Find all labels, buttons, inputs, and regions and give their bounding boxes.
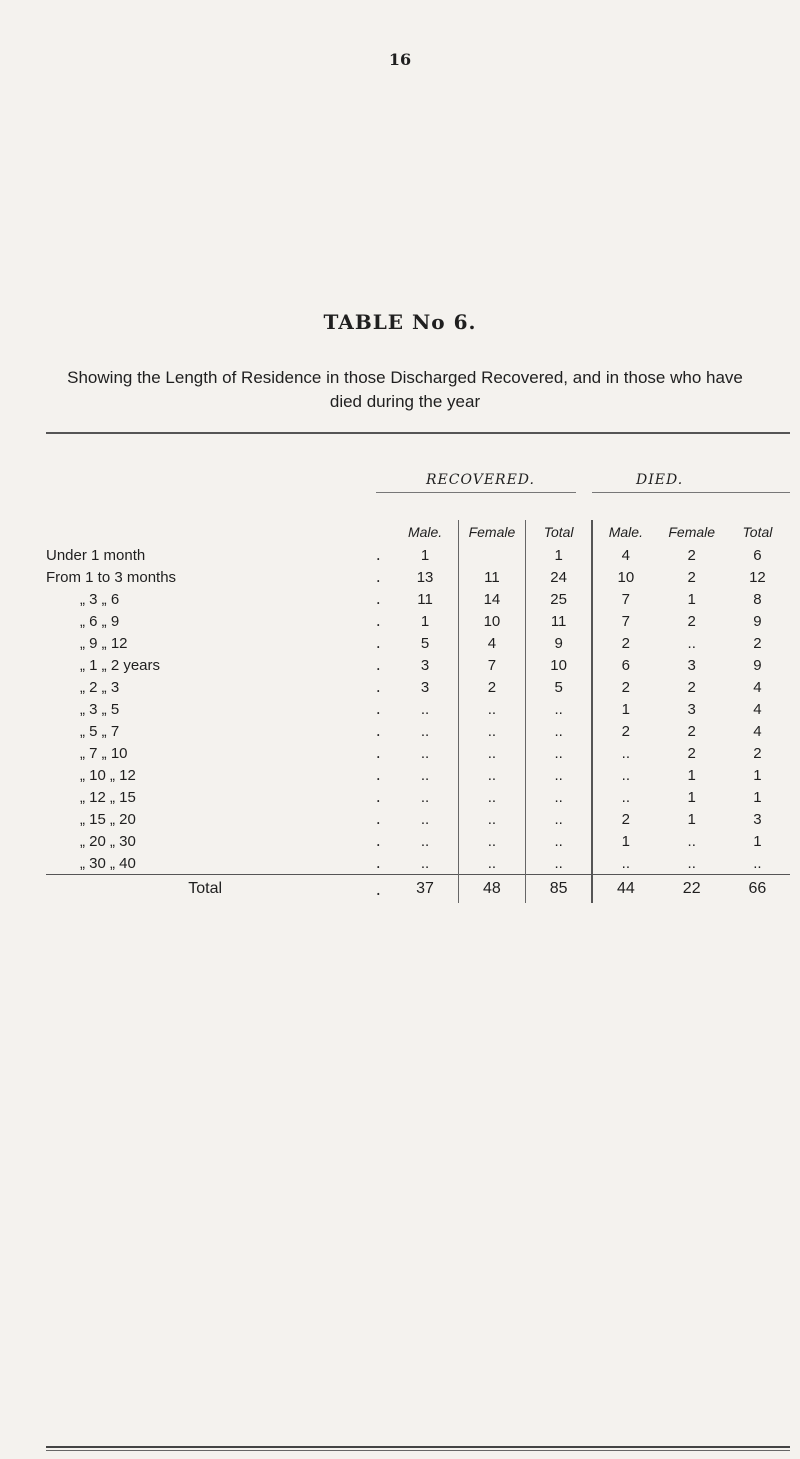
cell-died-total: 1 xyxy=(753,766,762,784)
cell-died-female: 2 xyxy=(687,678,696,696)
cell-recovered-female: .. xyxy=(458,830,525,852)
table-bottom-rule xyxy=(46,1446,790,1448)
table-row xyxy=(46,676,790,698)
cell-died-female: 3 xyxy=(687,656,696,674)
cell-recovered-female: .. xyxy=(458,786,525,808)
cell-died-total: 9 xyxy=(753,612,762,630)
cell-recovered-male: .. xyxy=(420,788,430,806)
died-group-rule xyxy=(592,492,790,493)
row-label: From 1 to 3 months xyxy=(46,568,177,586)
table-row xyxy=(46,764,790,786)
cell-died-male: 2 xyxy=(592,720,658,742)
cell-died-male: .. xyxy=(592,786,658,808)
table-row xyxy=(46,786,790,808)
row-label: Under 1 month xyxy=(46,546,146,564)
row-label: „ 12 „ 15 xyxy=(80,788,136,806)
died-group-heading: DIED. xyxy=(636,472,684,488)
cell-recovered-total: .. xyxy=(526,764,593,786)
cell-recovered-total: 25 xyxy=(526,588,593,610)
cell-died-total: .. xyxy=(753,854,762,872)
row-label: „ 3 „ 6 xyxy=(80,590,120,608)
cell-died-male: 44 xyxy=(592,875,658,904)
cell-died-male: 6 xyxy=(592,654,658,676)
table-row xyxy=(46,808,790,830)
cell-recovered-female: .. xyxy=(458,764,525,786)
cell-recovered-female: .. xyxy=(458,720,525,742)
row-label: „ 9 „ 12 xyxy=(80,634,128,652)
cell-died-female: 1 xyxy=(687,788,696,806)
row-label: „ 6 „ 9 xyxy=(80,612,120,630)
col-header-recovered-total: Total xyxy=(526,520,593,544)
cell-recovered-male: 13 xyxy=(416,568,434,586)
cell-recovered-male: .. xyxy=(420,744,430,762)
cell-recovered-male: .. xyxy=(420,810,430,828)
cell-died-female: 3 xyxy=(687,700,696,718)
cell-died-female: 2 xyxy=(687,612,696,630)
leader-dot: . xyxy=(375,700,381,718)
cell-died-total: 6 xyxy=(753,546,762,564)
cell-recovered-female xyxy=(458,544,525,566)
leader-dot: . xyxy=(375,612,381,630)
table-subtitle: Showing the Length of Residence in those Discharged Recovered, and in those who have died during the year xyxy=(67,368,743,411)
leader-dot: . xyxy=(375,832,381,850)
cell-died-female: 2 xyxy=(687,722,696,740)
leader-dot: . xyxy=(375,634,381,652)
col-header-recovered-male: Male. xyxy=(407,524,443,540)
leader-dot: . xyxy=(375,766,381,784)
cell-died-male: .. xyxy=(592,764,658,786)
table-row xyxy=(46,588,790,610)
leader-dot: . xyxy=(375,744,381,762)
cell-recovered-total: .. xyxy=(526,786,593,808)
table-title: TABLE No 6. xyxy=(323,310,477,334)
cell-died-male: 10 xyxy=(592,566,658,588)
cell-died-female: 1 xyxy=(687,810,696,828)
leader-dot: . xyxy=(375,810,381,828)
row-label: „ 5 „ 7 xyxy=(80,722,120,740)
label-header-cell xyxy=(46,520,364,544)
cell-recovered-female: 11 xyxy=(458,566,525,588)
cell-died-female: 1 xyxy=(687,766,696,784)
cell-recovered-total: 9 xyxy=(526,632,593,654)
cell-died-total: 4 xyxy=(753,678,762,696)
cell-recovered-male: 37 xyxy=(392,875,458,904)
leader-dot: . xyxy=(375,590,381,608)
cell-recovered-male: .. xyxy=(420,700,430,718)
table-row xyxy=(46,830,790,852)
row-label: „ 3 „ 5 xyxy=(80,700,120,718)
row-label: „ 20 „ 30 xyxy=(80,832,136,850)
table-row xyxy=(46,720,790,742)
cell-recovered-female: 4 xyxy=(458,632,525,654)
cell-recovered-total: .. xyxy=(526,808,593,830)
cell-recovered-male: .. xyxy=(420,832,430,850)
cell-recovered-male: .. xyxy=(420,766,430,784)
total-row xyxy=(46,875,790,904)
cell-died-male: 4 xyxy=(592,544,658,566)
row-label: „ 2 „ 3 xyxy=(80,678,120,696)
residence-table xyxy=(46,520,790,903)
table-row xyxy=(46,544,790,566)
cell-recovered-female: 10 xyxy=(458,610,525,632)
cell-died-female: .. xyxy=(687,854,696,872)
cell-recovered-male: 1 xyxy=(420,612,430,630)
cell-died-female: 2 xyxy=(687,744,696,762)
table-row xyxy=(46,654,790,676)
leader-dot: . xyxy=(375,568,381,586)
cell-recovered-total: 5 xyxy=(526,676,593,698)
row-label: „ 10 „ 12 xyxy=(80,766,136,784)
cell-died-female: .. xyxy=(687,832,696,850)
leader-dot: . xyxy=(375,854,381,872)
cell-died-total: 9 xyxy=(753,656,762,674)
recovered-group-rule xyxy=(376,492,576,493)
cell-died-total: 2 xyxy=(753,634,762,652)
leader-dot: . xyxy=(364,875,392,904)
cell-recovered-female: 48 xyxy=(458,875,525,904)
cell-recovered-female: .. xyxy=(458,852,525,875)
cell-died-total: 66 xyxy=(725,875,790,904)
cell-recovered-total: .. xyxy=(526,830,593,852)
cell-recovered-female: 14 xyxy=(458,588,525,610)
row-label: „ 1 „ 2 years xyxy=(80,656,161,674)
cell-died-male: 2 xyxy=(592,676,658,698)
cell-died-male: .. xyxy=(592,742,658,764)
cell-died-total: 8 xyxy=(753,590,762,608)
table-bottom-rule-thin xyxy=(46,1450,790,1451)
cell-recovered-male: .. xyxy=(420,854,430,872)
cell-recovered-male: 3 xyxy=(420,656,430,674)
cell-recovered-total: .. xyxy=(526,852,593,875)
cell-recovered-male: 11 xyxy=(417,590,433,608)
cell-died-male: 1 xyxy=(592,698,658,720)
leader-dot: . xyxy=(375,546,381,564)
row-label: „ 7 „ 10 xyxy=(80,744,128,762)
cell-died-total: 1 xyxy=(753,788,762,806)
cell-recovered-total: 11 xyxy=(526,610,593,632)
cell-died-female: 1 xyxy=(687,590,696,608)
cell-died-female: 2 xyxy=(687,546,696,564)
col-header-died-total: Total xyxy=(742,524,773,540)
cell-died-total: 12 xyxy=(749,568,766,586)
cell-recovered-male: 1 xyxy=(420,546,430,564)
cell-died-female: 22 xyxy=(659,875,725,904)
cell-died-male: 1 xyxy=(592,830,658,852)
cell-died-total: 4 xyxy=(753,700,762,718)
table-row xyxy=(46,610,790,632)
leader-dot: . xyxy=(375,788,381,806)
col-header-died-female: Female xyxy=(668,524,716,540)
cell-recovered-total: .. xyxy=(526,698,593,720)
cell-died-male: 2 xyxy=(592,632,658,654)
cell-recovered-total: 1 xyxy=(526,544,593,566)
leader-dot: . xyxy=(375,656,381,674)
cell-died-male: .. xyxy=(592,852,658,875)
leader-dot: . xyxy=(375,722,381,740)
row-label: „ 15 „ 20 xyxy=(80,810,136,828)
cell-recovered-total: 10 xyxy=(526,654,593,676)
page-number: 16 xyxy=(388,50,412,69)
leader-dot: . xyxy=(375,678,381,696)
cell-recovered-male: 3 xyxy=(420,678,430,696)
cell-died-total: 1 xyxy=(753,832,762,850)
cell-recovered-total: .. xyxy=(526,720,593,742)
cell-died-male: 7 xyxy=(592,588,658,610)
cell-recovered-female: .. xyxy=(458,742,525,764)
cell-recovered-female: 7 xyxy=(458,654,525,676)
total-label: Total xyxy=(46,875,364,904)
cell-recovered-male: .. xyxy=(420,722,430,740)
column-header-row xyxy=(46,520,790,544)
cell-died-female: 2 xyxy=(687,568,696,586)
cell-recovered-male: 5 xyxy=(420,634,430,652)
cell-recovered-total: .. xyxy=(526,742,593,764)
cell-died-total: 2 xyxy=(753,744,762,762)
cell-recovered-total: 24 xyxy=(526,566,593,588)
cell-recovered-female: 2 xyxy=(458,676,525,698)
cell-died-total: 3 xyxy=(753,810,762,828)
row-label: „ 30 „ 40 xyxy=(80,854,136,872)
table-row xyxy=(46,632,790,654)
dot-cell xyxy=(364,520,392,544)
cell-died-total: 4 xyxy=(753,722,762,740)
recovered-group-heading: RECOVERED. xyxy=(426,472,535,488)
cell-recovered-female: .. xyxy=(458,808,525,830)
cell-died-female: .. xyxy=(687,634,696,652)
cell-recovered-female: .. xyxy=(458,698,525,720)
table-row xyxy=(46,698,790,720)
col-header-died-male: Male. xyxy=(592,520,658,544)
table-row xyxy=(46,566,790,588)
table-row xyxy=(46,742,790,764)
table-row xyxy=(46,852,790,875)
col-header-recovered-female: Female xyxy=(458,520,525,544)
cell-died-male: 2 xyxy=(592,808,658,830)
cell-recovered-total: 85 xyxy=(526,875,593,904)
cell-died-male: 7 xyxy=(592,610,658,632)
